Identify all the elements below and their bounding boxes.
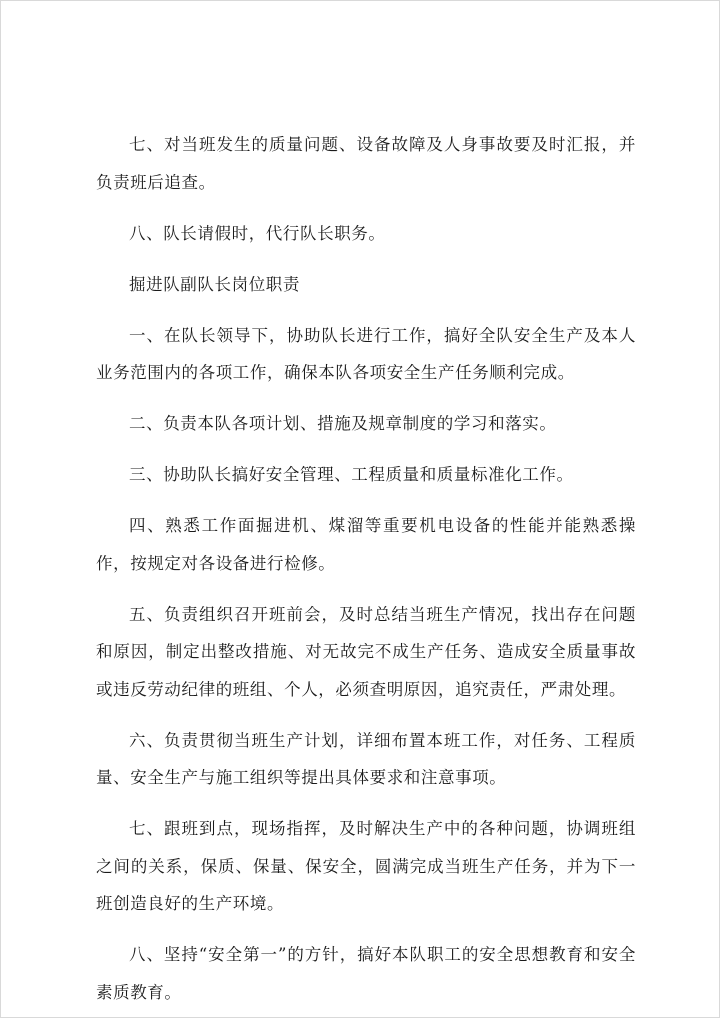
section-title: 掘进队副队长岗位职责 <box>129 274 300 294</box>
paragraph-deputy-duty-4: 四、熟悉工作面掘进机、煤溜等重要机电设备的性能并能熟悉操作，按规定对各设备进行检修。 <box>96 516 636 573</box>
paragraph-deputy-duty-1: 一、在队长领导下，协助队长进行工作，搞好全队安全生产及本人业务范围内的各项工作，确保本队各项安全生产任务顺利完成。 <box>96 325 636 382</box>
paragraph-duty-8: 八、队长请假时，代行队长职务。 <box>129 223 386 243</box>
paragraph-deputy-duty-3: 三、协助队长搞好安全管理、工程质量和质量标准化工作。 <box>129 465 574 484</box>
paragraph-deputy-duty-2: 二、负责本队各项计划、措施及规章制度的学习和落实。 <box>129 414 557 433</box>
paragraph-duty-7: 七、对当班发生的质量问题、设备故障及人身事故要及时汇报，并负责班后追查。 <box>96 135 636 192</box>
paragraph-deputy-duty-8: 八、坚持“安全第一”的方针，搞好本队职工的安全思想教育和安全素质教育。 <box>96 945 636 1002</box>
paragraph-deputy-duty-7: 七、跟班到点，现场指挥，及时解决生产中的各种问题，协调班组之间的关系，保质、保量、保安全，圆满完成当班生产任务，并为下一班创造良好的生产环境。 <box>96 819 636 913</box>
document-body <box>96 126 636 1025</box>
paragraph-deputy-duty-6: 六、负责贯彻当班生产计划，详细布置本班工作，对任务、工程质量、安全生产与施工组织等提出具体要求和注意事项。 <box>96 730 636 787</box>
paragraph-deputy-duty-5: 五、负责组织召开班前会，及时总结当班生产情况，找出存在问题和原因，制定出整改措施、对无故完不成生产任务、造成安全质量事故或违反劳动纪律的班组、个人，必须查明原因，追究责任，严肃处理。 <box>96 604 636 699</box>
